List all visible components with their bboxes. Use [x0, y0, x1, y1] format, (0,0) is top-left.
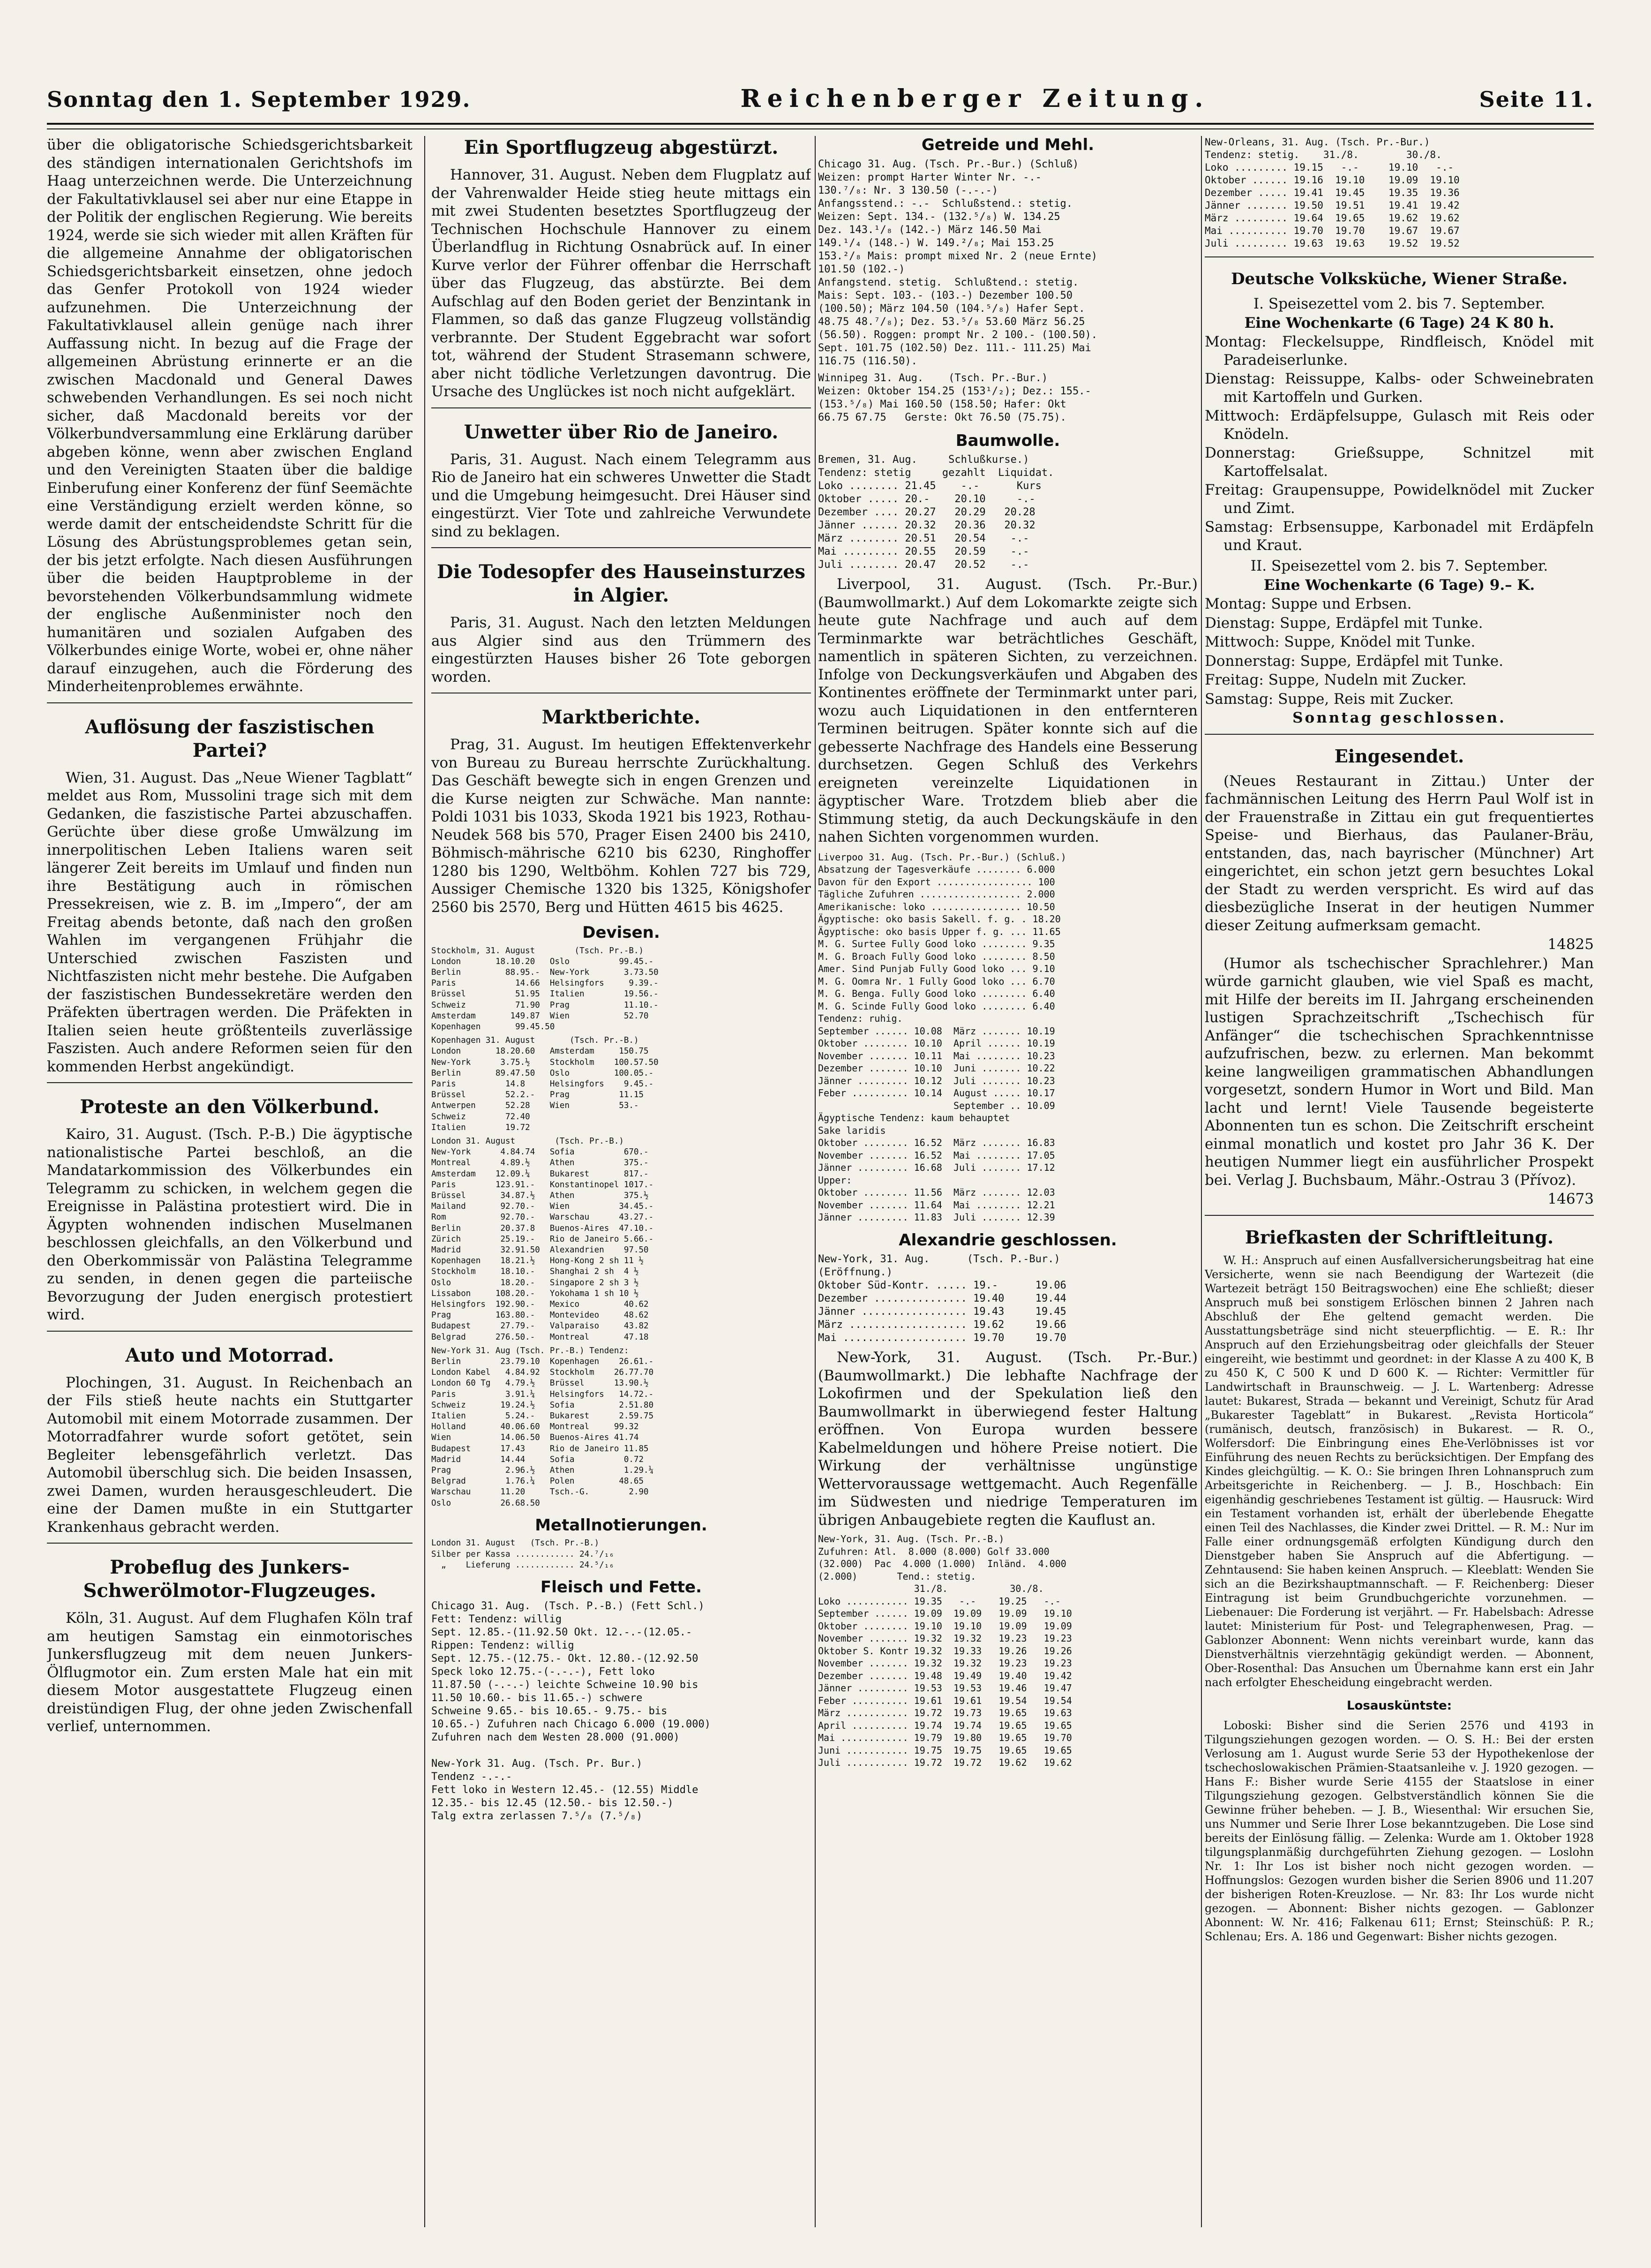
table-baumwolle-liverpool: Liverpoo 31. Aug. (Tsch. Pr.-Bur.) (Schluß.) Absatzung der Tagesverkäufe ........ 6.000 Davon für den Export ................. 100 Tägliche Zufuhren .................. 2.000 Amerikanische: loko ................ 10.50 Ägyptische: oko basis Sakell. f. g. . 18.20 Ägyptische: oko basis Upper f. g. ... 11.65 M. G. Surtee Fully Good loko ........ 9.35 M. G. Broach Fully Good loko ........ 8.50 Amer. Sind Punjab Fully Good loko ... 9.10 M. G. Oomra Nr. 1 Fully Good loko ... 6.70 M. G. Benga. Fully Good loko ........ 6.40 M. G. Scinde Fully Good loko ........ 6.40 Tendenz: ruhig. September ...... 10.08 März ....... 10.19 Oktober ........ 10.10 April ...... 10.19 November ....... 10.11 Mai ........ 10.23 Dezember ....... 10.10 Juni ....... 10.22 Jänner ......... 10.12 Juli ....... 10.23 Feber .......... 10.14 August ..... 10.17 September .. 10.09 Ägyptische Tendenz: kaum behauptet Sake laridis Oktober ........ 16.52 März ....... 16.83 November ....... 16.52 Mai ........ 17.05 Jänner ......... 16.68 Juli ....... 17.12 Upper: Oktober ........ 11.56 März ....... 12.03 November ....... 11.64 Mai ........ 12.21 Jänner ......... 11.83 Juli ....... 12.39 [818, 851, 1066, 1223]
separator [1205, 734, 1594, 735]
table-getreide-winnipeg: Winnipeg 31. Aug. (Tsch. Pr.-Bur.) Weizen: Oktober 154.25 (153¹/₂); Dez.: 155.- (153.⁵/₈) Mai 160.50 (158.50; Hafer: Okt 66.75 67.75 Gerste: Okt 76.50 (75.75). [818, 372, 1091, 423]
table-fleisch-fette: Chicago 31. Aug. (Tsch. P.-B.) (Fett Schl.) Fett: Tendenz: willig Sept. 12.85.-(11.92.50 Okt. 12.-.-(12.05.- Rippen: Tendenz: willig Sept. 12.75.-(12.75.- Okt. 12.80.-(12.92.50 Speck loko 12.75.-(-.-.-), Fett loko 11.87.50 (-.-.-) leichte Schweine 10.90 bis 11.50 10.60.- bis 11.65.-) schwere Schweine 9.65.- bis 10.65.- 9.75.- bis 10.65.-) Zufuhren nach Chicago 6.000 (19.000) Zufuhren nach dem Westen 28.000 (91.000) New-York 31. Aug. (Tsch. Pr. Bur.) Tendenz -.-.- Fett loko in Western 12.45.- (12.55) Middle 12.35.- bis 12.45 (12.50.- bis 12.50.-) Talg extra zerlassen 7.⁵/₈ (7.⁵/₈) [431, 1600, 711, 1823]
column-1 [47, 136, 413, 2227]
separator [431, 407, 811, 408]
separator [1205, 1215, 1594, 1216]
menu-item: Donnerstag: Suppe, Erdäpfel mit Tunke. [1205, 652, 1503, 670]
menu-2-title: II. Speisezettel vom 2. bis 7. September. [1250, 558, 1548, 574]
headline-marktberichte: Marktberichte. [541, 706, 701, 728]
table-devisen-stockholm: Stockholm, 31. August (Tsch. Pr.-B.) London 18.10.20 Oslo 99.45.- Berlin 88.95.- New-York 3.73.50 Paris 14.66 Helsingfors 9.39.- Brüssel 51.95 Italien 19.56.- Schweiz 71.90 Prag 11.10.- Amsterdam 149.87 Wien 52.70 Kopenhagen 99.45.50 [431, 946, 659, 1032]
headline-algier: Die Todesopfer des Hauseinsturzes in Algier. [436, 561, 806, 606]
menu-1-list [1205, 333, 1594, 554]
separator [1205, 256, 1594, 257]
menu-item: Samstag: Erbsensuppe, Karbonadel mit Erdäpfeln und Kraut. [1205, 519, 1594, 554]
headline-junkers: Probeflug des Junkers-Schwerölmotor-Flugzeuges. [83, 1556, 376, 1602]
heading-metallnotierungen: Metallnotierungen. [535, 1515, 707, 1535]
heading-briefkasten: Briefkasten der Schriftleitung. [1245, 1226, 1554, 1248]
menu-item: Freitag: Graupensuppe, Powidelknödel mit Zucker und Zimt. [1205, 482, 1594, 517]
article-league-protests: Kairo, 31. August. (Tsch. P.-B.) Die ägyptische nationalistische Partei beschloß, an die Mandatarkommission des Völkerbundes ein Telegramm zu schicken, in welchem gegen die Ereignisse in Palästina protestiert wird. Die in Ägypten wohnenden indischen Muselmanen beschlossen gleichfalls, an den Völkerbund und den Oberkommissär von Palästina Telegramme zu senden, in denen gegen die parteiische Bevorzugung der Juden energisch protestiert wird. [47, 1126, 413, 1323]
menu-item: Dienstag: Reissuppe, Kalbs- oder Schweinebraten mit Kartoffeln und Gurken. [1205, 370, 1594, 406]
menu-item: Montag: Suppe und Erbsen. [1205, 595, 1412, 612]
article-fascist-party: Wien, 31. August. Das „Neue Wiener Tagblatt“ meldet aus Rom, Mussolini trage sich mit dem Gedanken, die faszistische Partei abzuschaffen. Gerüchte über diese große Umwälzung im innerpolitischen Leben Italiens waren seit längerer Zeit bereits im Umlauf und finden nun ihre Bestätigung auch in römischen Pressekreisen, wie z. B. im „Impero“, der am Freitag abends betonte, daß nach den großen Wahlen im vergangenen Frühjahr die Unterschied zwischen Faszisten und Nichtfaszisten nicht mehr bestehe. Die Aufgaben der faszistischen Bundessekretäre werden den Präfekten übertragen werden. Die Präfekten in Italien seien heute größtenteils zuverlässige Faszisten. Auch andere Reformen seien für den kommenden Herbst angekündigt. [47, 769, 413, 1075]
masthead-title: Reichenberger Zeitung. [740, 84, 1210, 113]
heading-losauskuenfte: Losausküntste: [1346, 1698, 1452, 1713]
separator [47, 702, 413, 703]
menu-item: Samstag: Suppe, Reis mit Zucker. [1205, 690, 1454, 708]
heading-eingesendet: Eingesendet. [1334, 745, 1464, 767]
column-4 [1205, 136, 1594, 2227]
losauskuenfte-text: Loboski: Bisher sind die Serien 2576 und 4193 in Tilgungsziehungen gezogen worden. — O. S. H.: Bei der ersten Verlosung am 1. August wurde Serie 53 der Hypothekenlose der tschechoslowakischen Prämien-Staatsanleihe v. J. 1920 gezogen. — Hans F.: Bisher wurde Serie 4155 der Staatslose in einer Tilgungsziehung gezogen. Gelbstverständlich können Sie die Gewinne früher beheben. — J. B., Wiesenthal: Wir ersuchen Sie, uns Nummer und Serie Ihrer Lose bekanntzugeben. Die Lose sind bereits der Einlösung fällig. — Zelenka: Wurde am 1. Oktober 1928 tilgungsplanmäßig durchgeführten Ziehung gezogen. — Loslohn Nr. 1: Ihr Los ist bisher noch nicht gezogen worden. — Hoffnungslos: Gezogen wurden bisher die Serien 8906 und 11.207 der bisherigen Roten-Kreuzlose. — Nr. 83: Ihr Los wurde nicht gezogen. — Abonnent: Bisher nichts gezogen. — Gablonzer Abonnent: W. Nr. 416; Falkenau 611; Ernst; Steinschüß: P. R.; Schlenau; Ers. A. 186 und Gegenwart: Bisher nichts gezogen. [1205, 1719, 1594, 1943]
separator [47, 1082, 413, 1083]
page-number: Seite 11. [1479, 87, 1594, 112]
heading-alexandrie: Alexandrie geschlossen. [899, 1230, 1117, 1250]
article-restaurant-zittau: (Neues Restaurant in Zittau.) Unter der fachmännischen Leitung des Herrn Paul Wolf ist in der Frauenstraße in Zittau ein gut frequentiertes Speise- und Bierhaus, das Paulaner-Bräu, entstanden, das, nach bayrischer (Münchner) Art eingerichtet, ein schon jetzt gern besuchtes Lokal der Stadt zu werden verspricht. Es wird auf das diesbezügliche Inserat in der heutigen Nummer dieser Zeitung aufmerksam gemacht. [1205, 772, 1594, 934]
separator [47, 1331, 413, 1332]
menu-2-price: Eine Wochenkarte (6 Tage) 9.– K. [1263, 576, 1535, 594]
table-getreide-chicago: Chicago 31. Aug. (Tsch. Pr.-Bur.) (Schluß) Weizen: prompt Harter Winter Nr. -.- 130.⁷/₈: Nr. 3 130.50 (-.-.-) Anfangsstend.: -.- Schlußstend.: stetig. Weizen: Sept. 134.- (132.⁵/₈) W. 134.25 Dez. 143.¹/₈ (142.-) März 146.50 Mai 149.¹/₄ (148.-) W. 149.²/₈; Mai 153.25 153.²/₈ Mais: prompt mixed Nr. 2 (neue Ernte) 101.50 (102.-) Anfangstend. stetig. Schlußtend.: stetig. Mais: Sept. 103.- (103.-) Dezember 100.50 (100.50); März 104.50 (104.⁵/₈) Hafer Sept. 48.75 48.⁷/₈); Dez. 53.⁵/₈ 53.60 März 56.25 (56.50). Roggen: prompt Nr. 2 100.- (100.50). Sept. 101.75 (102.50) Dez. 111.- 111.25) Mai 116.75 (116.50). [818, 158, 1098, 367]
header-rule [47, 123, 1594, 129]
heading-fleisch-fette: Fleisch und Fette. [540, 1577, 702, 1597]
article-auto-motorrad: Plochingen, 31. August. In Reichenbach an der Fils stieß heute nachts ein Stuttgarter Automobil mit einem Motorrade zusammen. Der Motorradfahrer wurde sofort getötet, sein Begleiter lebensgefährlich verletzt. Das Automobil überschlug sich. Die beiden Insassen, zwei Damen, wurden herausgeschleudert. Die eine der Damen mußte in ein Stuttgarter Krankenhaus gebracht werden. [47, 1374, 413, 1536]
headline-auto-motorrad: Auto und Motorrad. [125, 1344, 334, 1366]
ad-number: 14673 [1547, 1191, 1594, 1207]
article-humor-sprachlehrer: (Humor als tschechischer Sprachlehrer.) Man würde garnicht glauben, wie viel Spaß es macht, mit Hilfe der bereits im II. Jahrgang erscheinenden lustigen Sprachzeitschrift „Tschechisch für Anfänger“ die tschechischen Sprachkenntnisse aufzufrischen, bezw. zu erlernen. Man bekommt keine langweiligen grammatischen Abhandlungen vorgesetzt, sondern Humor in Wort und Bild. Man lacht und lernt! Viele Tausende begeisterte Abonnenten tun es schon. Die Zeitschrift erscheint einmal monatlich und kostet pro Jahr 36 K. Der heutigen Nummer liegt ein ausführlicher Prospekt bei. Verlag J. Buchsbaum, Mähr.-Ostrau 3 (Přívoz). [1205, 955, 1594, 1189]
article-junkers: Köln, 31. August. Auf dem Flughafen Köln traf am heutigen Samstag ein einmotorisches Junkersflugzeug mit dem neuen Junkers-Ölflugmotor ein. Zum ersten Male hat ein mit diesem Motor ausgestattete Flugzeug einen dreistündigen Flug, der ohne jeden Zwischenfall verlief, unternommen. [47, 1610, 413, 1735]
menu-1-title: I. Speisezettel vom 2. bis 7. September. [1253, 295, 1546, 312]
menu-1-price: Eine Wochenkarte (6 Tage) 24 K 80 h. [1244, 314, 1554, 332]
article-prag-effekten: Prag, 31. August. Im heutigen Effektenverkehr von Bureau zu Bureau herrschte Zurückhaltung. Das Geschäft bewegte sich in engen Grenzen und die Kurse neigten zur Schwäche. Man nannte: Poldi 1031 bis 1033, Skoda 1921 bis 1923, Rothau-Neudek 568 bis 570, Prager Eisen 2400 bis 2410, Böhmisch-mährische 6210 bis 6230, Ringhoffer 1280 bis 1290, Weltböhm. Kohlen 727 bis 729, Aussiger Chemische 1320 bis 1325, Königshofer 2560 bis 2570, Berg und Hütten 4615 bis 4625. [431, 736, 811, 916]
menu-item: Montag: Fleckelsuppe, Rindfleisch, Knödel mit Paradeiserlunke. [1205, 333, 1594, 369]
headline-fascist-party: Auflösung der faszistischen Partei? [85, 716, 375, 761]
separator [431, 547, 811, 548]
article-newyork-baumwolle: New-York, 31. August. (Tsch. Pr.-Bur.) (Baumwollmarkt.) Die lebhafte Nachfrage der Lokofirmen und der Spekulation ließ den Baumwollmarkt in überwiegend fester Haltung eröffnen. Von Europa wurden bessere Kabelmeldungen und höhere Preise notiert. Die Wirkung der verhältnisse ungünstige Wettervoraussage wettgemacht. Auch Regenfälle im Südwesten und niedrige Temperaturen im übrigen Anbaugebiete regten die Kauflust an. [818, 1349, 1198, 1529]
table-baumwolle-bremen: Bremen, 31. Aug. Schlußkurse.) Tendenz: stetig gezahlt Liquidat. Loko ........ 21.45 -.- Kurs Oktober ..... 20.- 20.10 -.- Dezember .... 20.27 20.29 20.28 Jänner ...... 20.32 20.36 20.32 März ........ 20.51 20.54 -.- Mai ......... 20.55 20.59 -.- Juli ........ 20.47 20.52 -.- [818, 454, 1054, 571]
column-3 [818, 136, 1198, 2227]
separator [47, 1543, 413, 1544]
menu-closed-note: Sonntag geschlossen. [1292, 709, 1506, 726]
menu-item: Donnerstag: Grießsuppe, Schnitzel mit Kartoffelsalat. [1205, 445, 1594, 480]
briefkasten-text: W. H.: Anspruch auf einen Ausfallversicherungsbeitrag hat eine Versicherte, wenn sie nach Beendigung der Wartezeit (die Wartezeit beträgt 150 Beitragswochen) eine Ehe schließt; dieser Anspruch muß bei sonstigem Erlöschen binnen 2 Jahren nach Abschluß der Ehe geltend gemacht werden. Die Ausstattungsbeträge sind nicht steuerpflichtig. — E. R.: Ihr Anspruch auf den Erziehungsbeitrag oder gleichfalls der Steuer eingereiht, wie bestimmt und geordnet: in der Klasse A zu 400 K, B zu 450 K, C 500 K und D 600 K. — Richter: Vermittler für Landwirtschaft in Braunschweig. — J. L. Wartenberg: Adresse lautet: Bukarest, Strada — bekannt und Vereinigt, Schutz für Arad „Bukarester Tageblatt“ in Bukarest. „Revista Horticola“ (rumänisch, deutsch, französisch) in Bukarest. — R. O., Wolfersdorf: Die Einbringung eines Ehe-Verlöbnisses ist vor Einführung des neuen Rechts zu berücksichtigen. Der Empfang des Kindes gleichgültig. — K. O.: Sie bringen Ihren Lohnanspruch zum Arbeitsgerichte in Reichenberg. — J. B., Hoschbach: Ein eigenhändig geschriebenes Testament ist gültig. — Hausruck: Wird ein Testament vorhanden ist, erhält der überlebende Ehegatte einen Teil des Nachlasses, die Kinder zwei Drittel. — R. M.: Nur im Falle einer ordnungsgemäß erfolgten Kündigung durch den Dienstgeber haben Sie Anspruch auf die Abfertigung. — Zehntausend: Sie haben keinen Anspruch. — Kleeblatt: Wenden Sie sich an die Bezirkshauptmannschaft. — F. Reichenberg: Dieser Eintragung ist beim Grundbuchgerichte vorzunehmen. — Liebenauer: Die Forderung ist verjährt. — Fr. Habelsbach: Adresse lautet: Ministerium für Post- und Telegraphenwesen, Prag. — Gablonzer Abonnent: Wenn nichts vereinbart wurde, kann das Dienstverhältnis vierzehntägig gekündigt werden. — Abonnent, Ober-Rosenthal: Das Ansuchen um Übernahme kann erst ein Jahr nach erfolgter Ehescheidung eingebracht werden. [1205, 1253, 1594, 1689]
table-devisen-newyork: New-York 31. Aug (Tsch. Pr.-B.) Tendenz: Berlin 23.79.10 Kopenhagen 26.61.- London Kabel 4.84.92 Stockholm 26.77.70 London 60 Tg 4.79.½ Brüssel 13.90.½ Paris 3.91.¼ Helsingfors 14.72.- Schweiz 19.24.½ Sofia 2.51.80 Italien 5.24.- Bukarest 2.59.75 Holland 40.06.60 Montreal 99.32 Wien 14.06.50 Buenos-Aires 41.74 Budapest 17.43 Rio de Janeiro 11.85 Madrid 14.44 Sofia 0.72 Prag 2.96.½ Athen 1.29.¼ Belgrad 1.76.¼ Polen 48.65 Warschau 11.20 Tsch.-G. 2.90 Oslo 26.68.50 [431, 1346, 654, 1508]
article-algier: Paris, 31. August. Nach den letzten Meldungen aus Algier sind aus den Trümmern des eingestürzten Hauses bisher 26 Tote geborgen worden. [431, 614, 811, 686]
table-newyork-eroeffnung: New-York, 31. Aug. (Tsch. P.-Bur.) (Eröffnung.) Oktober Süd-Kontr. ..... 19.- 19.06 Dezember ............... 19.40 19.44 Jänner ................. 19.43 19.45 März ................... 19.62 19.66 Mai .................... 19.70 19.70 [818, 1253, 1066, 1344]
column-divider [424, 136, 425, 2227]
headline-league-protests: Proteste an den Völkerbund. [80, 1096, 380, 1118]
heading-volkskueche: Deutsche Volksküche, Wiener Straße. [1231, 270, 1568, 288]
article-continuation: über die obligatorische Schiedsgerichtsbarkeit des ständigen internationalen Gerichtshofs im Haag unterzeichnen werde. Die Unterzeichnung der Fakultativklausel sei aber nur eine Etappe in der Politik der englischen Regierung. Wie bereits 1924, werde sie sich wieder mit allen Kräften für die allgemeine Annahme der obligatorischen Schiedsgerichtsbarkeit einsetzen, ohne jedoch das Genfer Protokoll von 1924 wieder aufzunehmen. Die Unterzeichnung der Fakultativklausel allein genüge nach ihrer Auffassung nicht. In bezug auf die Frage der allgemeinen Abrüstung erinnerte er an die zwischen Macdonald und General Dawes schwebenden Verhandlungen. Es sei noch nicht sicher, daß Macdonald bereits vor der Völkerbundversammlung eine Erklärung darüber abgeben könne, wenn aber zwischen England und den Vereinigten Staaten über die baldige Einberufung einer Konferenz der fünf Seemächte eine Verständigung erzielt werden könne, so werde damit der entscheidendste Schritt für die Lösung des Abrüstungsproblemes getan sein, der bis jetzt erfolgte. Nach diesen Ausführungen über die beiden Hauptprobleme in der bevorstehenden Völkerbundsammlung widmete der englische Außenminister noch den humanitären und sozialen Aufgaben des Völkerbundes einige Worte, wobei er, ohne näher darauf einzugehen, auch die Förderung des Minderheitenproblemes erwähnte. [47, 136, 413, 695]
headline-sportflugzeug: Ein Sportflugzeug abgestürzt. [464, 136, 779, 158]
heading-getreide: Getreide und Mehl. [921, 136, 1095, 154]
column-divider [815, 136, 816, 2227]
article-sportflugzeug: Hannover, 31. August. Neben dem Flugplatz auf der Vahrenwalder Heide stieg heute mittags ein mit zwei Studenten besetztes Sportflugzeug der Technischen Hochschule Hannover zu einem Überlandflug in Richtung Osnabrück auf. In einer Kurve verlor der Führer offenbar die Herrschaft über das Flugzeug, das abstürzte. Bei dem Aufschlag auf den Boden geriet der Benzintank in Flammen, so daß das ganze Flugzeug vollständig verbrannte. Der Student Eggebracht war sofort tot, während der Student Strasemann schwere, aber nicht tödliche Verletzungen davontrug. Die Ursache des Unglückes ist noch nicht aufgeklärt. [431, 166, 811, 400]
article-liverpool: Liverpool, 31. August. (Tsch. Pr.-Bur.) (Baumwollmarkt.) Auf dem Lokomarkte zeigte sich heute gute Nachfrage und auch auf dem Terminmarkte war beträchtliches Geschäft, namentlich in späteren Sichten, zu verzeichnen. Infolge von Deckungsverkäufen und Abgaben des Kontinentes eröffnete der Terminmarkt unter pari, wozu auch Liquidationen in den entfernteren Terminen beitrugen. Später konnte sich auf die gebesserte Nachfrage des Handels eine Besserung durchsetzen. Gegen Schluß des Verkehrs ereigneten vereinzelte Liquidationen in ägyptischer Ware. Trotzdem blieb aber die Stimmung stetig, da auch Deckungskäufe in den nahen Sichten vorgenommen wurden. [818, 576, 1198, 845]
headline-rio: Unwetter über Rio de Janeiro. [464, 421, 779, 443]
table-devisen-kopenhagen: Kopenhagen 31. August (Tsch. Pr.-B.) London 18.20.60 Amsterdam 150.75 New-York 3.75.½ Stockholm 100.57.50 Berlin 89.47.50 Oslo 100.05.- Paris 14.8 Helsingfors 9.45.- Brüssel 52.2.- Prag 11.15 Antwerpen 52.28 Wien 53.- Schweiz 72.40 Italien 19.72 [431, 1036, 659, 1132]
table-newyork-schluss: New-York, 31. Aug. (Tsch. Pr.-B.) Zufuhren: Atl. 8.000 (8.000) Golf 33.000 (32.000) Pac 4.000 (1.000) Inländ. 4.000 (2.000) Tend.: stetig. 31./8. 30./8. Loko ........... 19.35 -.- 19.25 -.- September ...... 19.09 19.09 19.09 19.10 Oktober ........ 19.10 19.10 19.09 19.09 November ....... 19.32 19.32 19.23 19.23 Oktober S. Kontr 19.32 19.33 19.26 19.26 November ....... 19.32 19.32 19.23 19.23 Dezember ....... 19.48 19.49 19.40 19.42 Jänner ......... 19.53 19.53 19.46 19.47 Feber .......... 19.61 19.61 19.54 19.54 März ........... 19.72 19.73 19.65 19.63 April .......... 19.74 19.74 19.65 19.65 Mai ............ 19.79 19.80 19.65 19.70 Juni ........... 19.75 19.75 19.65 19.65 Juli ........... 19.72 19.72 19.62 19.62 [818, 1533, 1072, 1768]
menu-item: Freitag: Suppe, Nudeln mit Zucker. [1205, 671, 1467, 688]
menu-item: Dienstag: Suppe, Erdäpfel mit Tunke. [1205, 614, 1483, 632]
heading-devisen: Devisen. [582, 923, 660, 942]
column-divider [1201, 136, 1202, 2227]
table-devisen-london: London 31. August (Tsch. Pr.-B.) New-York 4.84.74 Sofia 670.- Montreal 4.89.½ Athen 375.- Amsterdam 12.09.¼ Bukarest 817.- Paris 123.91.- Konstantinopel 1017.- Brüssel 34.87.½ Athen 375.½ Mailand 92.70.- Wien 34.45.- Rom 92.70.- Warschau 43.27.- Berlin 20.37.8 Buenos-Aires 47.10.- Zürich 25.19.- Rio de Janeiro 5.66.- Madrid 32.91.50 Alexandrien 97.50 Kopenhagen 18.21.½ Hong-Kong 2 sh 11 ½ Stockholm 18.10.- Shanghai 2 sh 4 ½ Oslo 18.20.- Singapore 2 sh 3 ½ Lissabon 108.20.- Yokohama 1 sh 10 ½ Helsingfors 192.90.- Mexico 40.62 Prag 163.80.- Montevideo 48.62 Budapest 27.79.- Valparaiso 43.82 Belgrad 276.50.- Montreal 47.18 [431, 1136, 654, 1342]
issue-date: Sonntag den 1. September 1929. [47, 87, 471, 112]
ad-number: 14825 [1547, 936, 1594, 953]
table-new-orleans: New-Orleans, 31. Aug. (Tsch. Pr.-Bur.) Tendenz: stetig. 31./8. 30./8. Loko ......... 19.15 -.- 19.10 -.- Oktober ...... 19.16 19.10 19.09 19.10 Dezember ..... 19.41 19.45 19.35 19.36 Jänner ....... 19.50 19.51 19.41 19.42 März ......... 19.64 19.65 19.62 19.62 Mai .......... 19.70 19.70 19.67 19.67 Juli ......... 19.63 19.63 19.52 19.52 [1205, 136, 1460, 249]
heading-baumwolle: Baumwolle. [955, 431, 1060, 450]
column-2 [431, 136, 811, 2227]
menu-item: Mittwoch: Suppe, Knödel mit Tunke. [1205, 633, 1476, 650]
page-header [47, 84, 1594, 117]
article-rio: Paris, 31. August. Nach einem Telegramm aus Rio de Janeiro hat ein schweres Unwetter die Stadt und die Umgebung heimgesucht. Drei Häuser sind eingestürzt. Vier Tote und zahlreiche Verwundete sind zu beklagen. [431, 451, 811, 540]
menu-item: Mittwoch: Erdäpfelsuppe, Gulasch mit Reis oder Knödeln. [1205, 407, 1594, 443]
table-metall: London 31. August (Tsch. Pr.-B.) Silber per Kassa ............ 24.⁷/₁₆ „ Lieferung ............ 24.⁵/₁₆ [431, 1538, 614, 1570]
menu-2-list [1205, 595, 1594, 708]
